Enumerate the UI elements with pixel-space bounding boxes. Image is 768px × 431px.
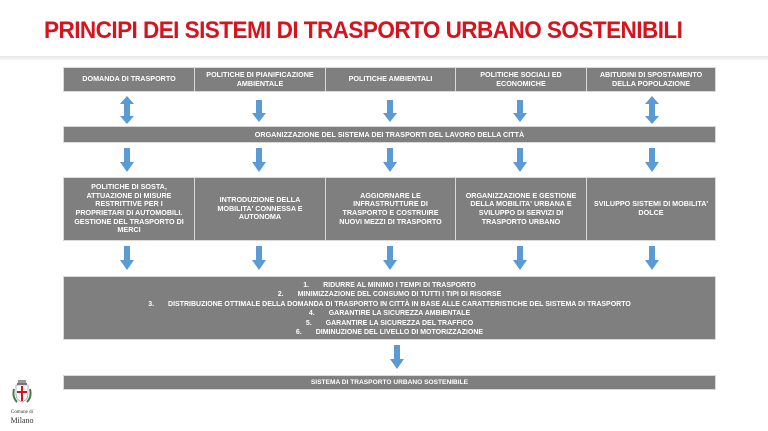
box-abitudini-spostamento: ABITUDINI DI SPOSTAMENTO DELLA POPOLAZIONE	[586, 67, 716, 92]
down-arrow-icon	[645, 148, 659, 172]
bidirectional-arrow-icon	[645, 96, 659, 124]
principle-number: 3.	[148, 300, 155, 308]
principle-text: DIMINUZIONE DEL LIVELLO DI MOTORIZZAZIONE	[315, 329, 484, 337]
title-divider	[0, 56, 768, 60]
box-organizzazione-mobilita: ORGANIZZAZIONE E GESTIONE DELLA MOBILITA' URBANA E SVILUPPO DI SERVIZI DI TRASPORTO URBANO	[455, 177, 587, 241]
down-arrow-icon	[390, 345, 404, 369]
down-arrow-icon	[383, 100, 397, 122]
down-arrow-icon	[120, 246, 134, 270]
comune-milano-logo	[8, 379, 36, 425]
box-mobilita-dolce: SVILUPPO SISTEMI DI MOBILITA' DOLCE	[586, 177, 716, 241]
principle-number: 6.	[295, 329, 302, 337]
principle-text: DISTRIBUZIONE OTTIMALE DELLA DOMANDA DI TRASPORTO IN CITTÀ IN BASE ALLE CARATTERISTICHE DEL SISTEMA DI TRASPORTO	[168, 300, 631, 308]
down-arrow-icon	[252, 100, 266, 122]
box-mobilita-connessa: INTRODUZIONE DELLA MOBILITA' CONNESSA E AUTONOMA	[194, 177, 326, 241]
down-arrow-icon	[513, 148, 527, 172]
principle-item	[64, 309, 715, 318]
down-arrow-icon	[513, 100, 527, 122]
bidirectional-arrow-icon	[120, 96, 134, 124]
down-arrow-icon	[383, 148, 397, 172]
principle-item	[64, 300, 715, 309]
org-system-bar: ORGANIZZAZIONE DEL SISTEMA DEI TRASPORTI DEL LAVORO DELLA CITTÀ	[63, 126, 716, 143]
principle-item	[64, 281, 715, 290]
principle-text: GARANTIRE LA SICUREZZA DEL TRAFFICO	[325, 319, 474, 327]
principle-number: 5.	[305, 319, 312, 327]
principle-text: MINIMIZZAZIONE DEL CONSUMO DI TUTTI I TIPI DI RISORSE	[297, 291, 502, 299]
principle-number: 4.	[308, 310, 315, 318]
logo-line-2: Milano	[10, 416, 34, 425]
down-arrow-icon	[252, 148, 266, 172]
down-arrow-icon	[252, 246, 266, 270]
principle-item	[64, 290, 715, 299]
sustainable-system-bar: SISTEMA DI TRASPORTO URBANO SOSTENIBILE	[63, 375, 716, 390]
down-arrow-icon	[513, 246, 527, 270]
down-arrow-icon	[120, 148, 134, 172]
down-arrow-icon	[383, 246, 397, 270]
box-pianificazione-ambientale: POLITICHE DI PIANIFICAZIONE AMBIENTALE	[194, 67, 326, 92]
principle-item	[64, 328, 715, 337]
slide-title: PRINCIPI DEI SISTEMI DI TRASPORTO URBANO SOSTENIBILI	[44, 17, 683, 44]
box-politiche-sosta: POLITICHE DI SOSTA, ATTUAZIONE DI MISURE RESTRITTIVE PER I PROPRIETARI DI AUTOMOBILI. GESTIONE DEL TRASPORTO DI MERCI	[63, 177, 195, 241]
box-aggiornare-infrastrutture: AGGIORNARE LE INFRASTRUTTURE DI TRASPORTO E COSTRUIRE NUOVI MEZZI DI TRASPORTO	[325, 177, 456, 241]
principle-text: RIDURRE AL MINIMO I TEMPI DI TRASPORTO	[323, 282, 476, 289]
milano-crest-icon	[11, 379, 33, 405]
box-domanda-trasporto: DOMANDA DI TRASPORTO	[63, 67, 195, 92]
principle-text: GARANTIRE LA SICUREZZA AMBIENTALE	[328, 310, 471, 318]
box-politiche-sociali: POLITICHE SOCIALI ED ECONOMICHE	[455, 67, 587, 92]
box-politiche-ambientali: POLITICHE AMBIENTALI	[325, 67, 456, 92]
principle-number: 1.	[303, 282, 310, 289]
logo-line-1: Comune di	[10, 410, 34, 415]
principle-item	[64, 319, 715, 328]
principle-number: 2.	[277, 291, 284, 299]
down-arrow-icon	[645, 246, 659, 270]
principles-box	[63, 276, 716, 340]
